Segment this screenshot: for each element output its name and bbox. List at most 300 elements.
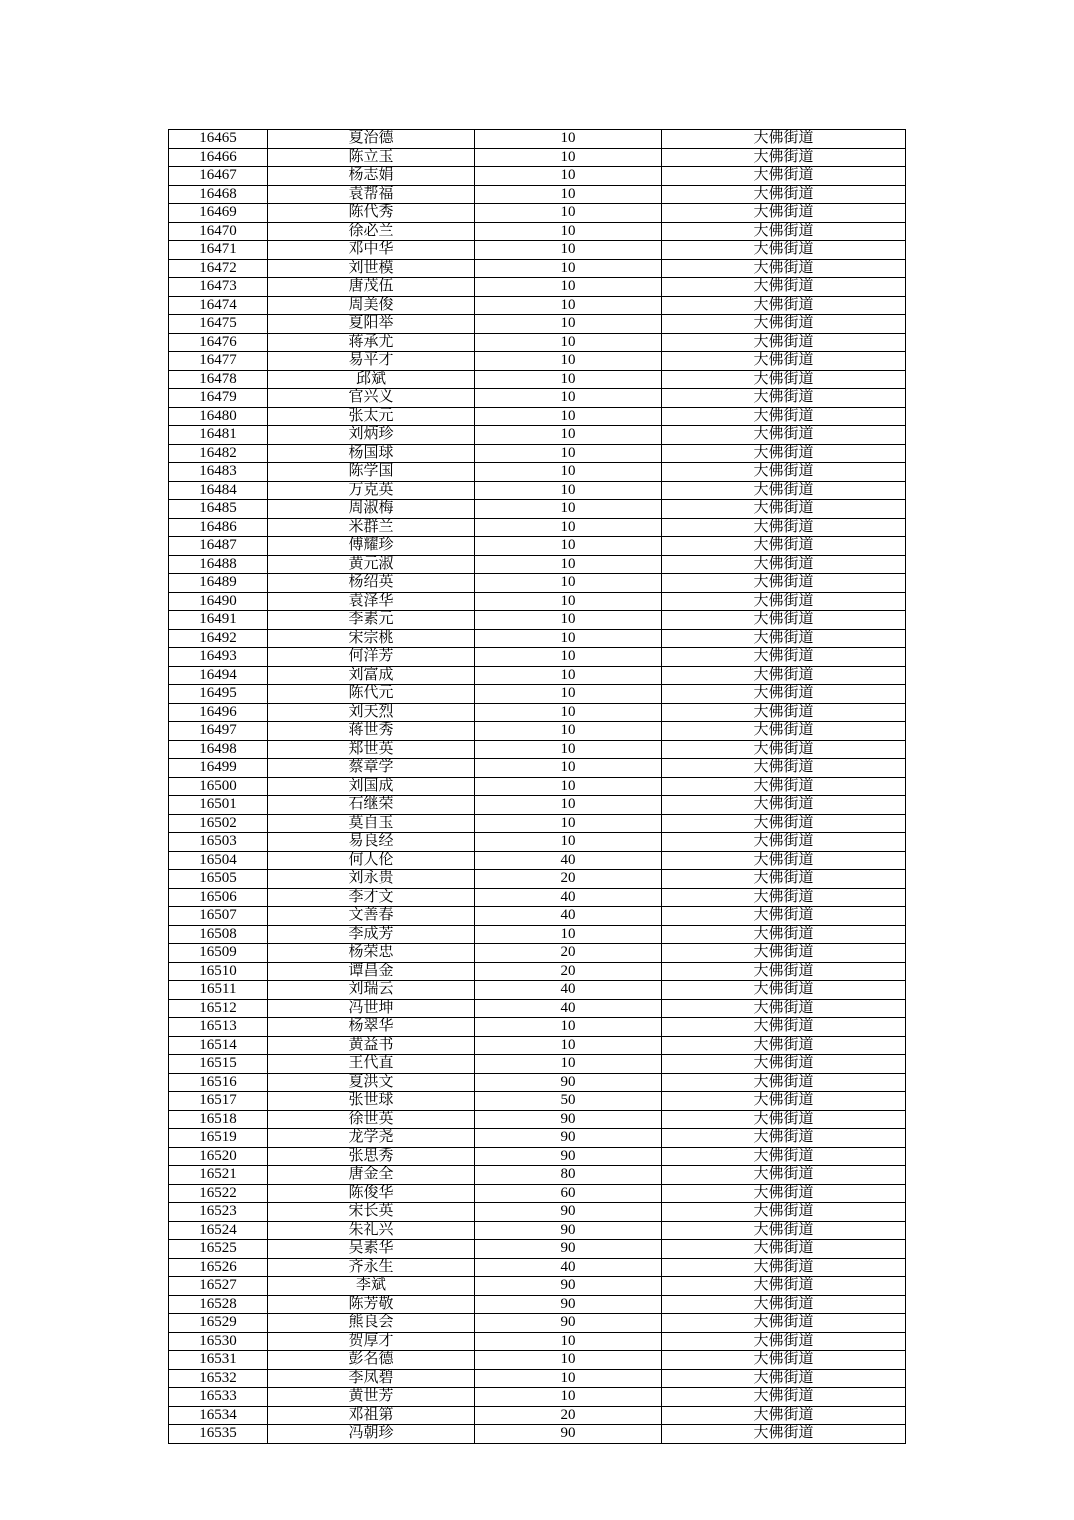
table-row xyxy=(169,463,906,482)
area-cell: 大佛街道 xyxy=(662,278,906,297)
amount-cell: 10 xyxy=(475,185,662,204)
name-cell: 龙学尧 xyxy=(268,1129,475,1148)
area-cell: 大佛街道 xyxy=(662,1203,906,1222)
amount-cell: 50 xyxy=(475,1092,662,1111)
area-cell: 大佛街道 xyxy=(662,167,906,186)
amount-cell: 90 xyxy=(475,1110,662,1129)
area-cell: 大佛街道 xyxy=(662,444,906,463)
amount-cell: 10 xyxy=(475,130,662,149)
amount-cell: 90 xyxy=(475,1277,662,1296)
amount-cell: 10 xyxy=(475,796,662,815)
name-cell: 莫自玉 xyxy=(268,814,475,833)
table-row xyxy=(169,518,906,537)
name-cell: 何人伦 xyxy=(268,851,475,870)
name-cell: 吴素华 xyxy=(268,1240,475,1259)
name-cell: 黄益书 xyxy=(268,1036,475,1055)
amount-cell: 10 xyxy=(475,537,662,556)
name-cell: 唐茂伍 xyxy=(268,278,475,297)
table-row xyxy=(169,1388,906,1407)
amount-cell: 90 xyxy=(475,1221,662,1240)
area-cell: 大佛街道 xyxy=(662,907,906,926)
area-cell: 大佛街道 xyxy=(662,1332,906,1351)
row-number-cell: 16474 xyxy=(169,296,268,315)
row-number-cell: 16514 xyxy=(169,1036,268,1055)
name-cell: 李斌 xyxy=(268,1277,475,1296)
table-row xyxy=(169,537,906,556)
name-cell: 黄元淑 xyxy=(268,555,475,574)
name-cell: 刘富成 xyxy=(268,666,475,685)
name-cell: 杨志娟 xyxy=(268,167,475,186)
table-row xyxy=(169,1406,906,1425)
area-cell: 大佛街道 xyxy=(662,1036,906,1055)
name-cell: 杨荣忠 xyxy=(268,944,475,963)
table-row xyxy=(169,1018,906,1037)
row-number-cell: 16469 xyxy=(169,204,268,223)
area-cell: 大佛街道 xyxy=(662,629,906,648)
table-row xyxy=(169,259,906,278)
amount-cell: 10 xyxy=(475,296,662,315)
amount-cell: 10 xyxy=(475,629,662,648)
amount-cell: 10 xyxy=(475,278,662,297)
area-cell: 大佛街道 xyxy=(662,1295,906,1314)
row-number-cell: 16478 xyxy=(169,370,268,389)
area-cell: 大佛街道 xyxy=(662,222,906,241)
amount-cell: 10 xyxy=(475,740,662,759)
area-cell: 大佛街道 xyxy=(662,592,906,611)
area-cell: 大佛街道 xyxy=(662,1166,906,1185)
table-row xyxy=(169,241,906,260)
area-cell: 大佛街道 xyxy=(662,722,906,741)
amount-cell: 60 xyxy=(475,1184,662,1203)
table-row xyxy=(169,907,906,926)
table-row xyxy=(169,204,906,223)
row-number-cell: 16472 xyxy=(169,259,268,278)
name-cell: 周淑梅 xyxy=(268,500,475,519)
amount-cell: 10 xyxy=(475,833,662,852)
name-cell: 石继荣 xyxy=(268,796,475,815)
table-row xyxy=(169,1184,906,1203)
table-row xyxy=(169,389,906,408)
name-cell: 夏洪文 xyxy=(268,1073,475,1092)
table-row xyxy=(169,962,906,981)
area-cell: 大佛街道 xyxy=(662,999,906,1018)
area-cell: 大佛街道 xyxy=(662,1351,906,1370)
area-cell: 大佛街道 xyxy=(662,1277,906,1296)
row-number-cell: 16517 xyxy=(169,1092,268,1111)
row-number-cell: 16501 xyxy=(169,796,268,815)
row-number-cell: 16490 xyxy=(169,592,268,611)
area-cell: 大佛街道 xyxy=(662,1018,906,1037)
row-number-cell: 16498 xyxy=(169,740,268,759)
name-cell: 何洋芳 xyxy=(268,648,475,667)
row-number-cell: 16500 xyxy=(169,777,268,796)
row-number-cell: 16477 xyxy=(169,352,268,371)
row-number-cell: 16466 xyxy=(169,148,268,167)
name-cell: 蒋承尤 xyxy=(268,333,475,352)
table-row xyxy=(169,1166,906,1185)
name-cell: 官兴义 xyxy=(268,389,475,408)
row-number-cell: 16480 xyxy=(169,407,268,426)
row-number-cell: 16492 xyxy=(169,629,268,648)
table-row xyxy=(169,1073,906,1092)
table-row xyxy=(169,703,906,722)
name-cell: 唐金全 xyxy=(268,1166,475,1185)
amount-cell: 40 xyxy=(475,999,662,1018)
name-cell: 谭昌金 xyxy=(268,962,475,981)
table-row xyxy=(169,611,906,630)
amount-cell: 90 xyxy=(475,1295,662,1314)
amount-cell: 40 xyxy=(475,907,662,926)
name-cell: 邓中华 xyxy=(268,241,475,260)
table-row xyxy=(169,167,906,186)
table-row xyxy=(169,185,906,204)
row-number-cell: 16473 xyxy=(169,278,268,297)
area-cell: 大佛街道 xyxy=(662,185,906,204)
name-cell: 郑世英 xyxy=(268,740,475,759)
area-cell: 大佛街道 xyxy=(662,1369,906,1388)
area-cell: 大佛街道 xyxy=(662,500,906,519)
table-row xyxy=(169,1425,906,1444)
row-number-cell: 16509 xyxy=(169,944,268,963)
row-number-cell: 16512 xyxy=(169,999,268,1018)
area-cell: 大佛街道 xyxy=(662,518,906,537)
row-number-cell: 16503 xyxy=(169,833,268,852)
name-cell: 贺厚才 xyxy=(268,1332,475,1351)
name-cell: 黄世芳 xyxy=(268,1388,475,1407)
amount-cell: 10 xyxy=(475,1351,662,1370)
area-cell: 大佛街道 xyxy=(662,537,906,556)
amount-cell: 10 xyxy=(475,259,662,278)
row-number-cell: 16495 xyxy=(169,685,268,704)
amount-cell: 90 xyxy=(475,1129,662,1148)
amount-cell: 10 xyxy=(475,370,662,389)
name-cell: 朱礼兴 xyxy=(268,1221,475,1240)
amount-cell: 40 xyxy=(475,851,662,870)
amount-cell: 10 xyxy=(475,1055,662,1074)
amount-cell: 90 xyxy=(475,1073,662,1092)
name-cell: 袁泽华 xyxy=(268,592,475,611)
table-row xyxy=(169,278,906,297)
table-row xyxy=(169,740,906,759)
name-cell: 易平才 xyxy=(268,352,475,371)
amount-cell: 10 xyxy=(475,648,662,667)
area-cell: 大佛街道 xyxy=(662,1240,906,1259)
row-number-cell: 16518 xyxy=(169,1110,268,1129)
table-row xyxy=(169,296,906,315)
amount-cell: 10 xyxy=(475,611,662,630)
table-row xyxy=(169,148,906,167)
area-cell: 大佛街道 xyxy=(662,666,906,685)
roster-table-body xyxy=(169,130,906,1444)
name-cell: 袁帮福 xyxy=(268,185,475,204)
row-number-cell: 16494 xyxy=(169,666,268,685)
table-row xyxy=(169,1203,906,1222)
name-cell: 李成芳 xyxy=(268,925,475,944)
amount-cell: 10 xyxy=(475,1036,662,1055)
area-cell: 大佛街道 xyxy=(662,1314,906,1333)
table-row xyxy=(169,870,906,889)
amount-cell: 10 xyxy=(475,555,662,574)
row-number-cell: 16467 xyxy=(169,167,268,186)
name-cell: 刘永贵 xyxy=(268,870,475,889)
row-number-cell: 16527 xyxy=(169,1277,268,1296)
table-row xyxy=(169,1369,906,1388)
row-number-cell: 16526 xyxy=(169,1258,268,1277)
row-number-cell: 16476 xyxy=(169,333,268,352)
area-cell: 大佛街道 xyxy=(662,851,906,870)
name-cell: 周美俊 xyxy=(268,296,475,315)
row-number-cell: 16521 xyxy=(169,1166,268,1185)
row-number-cell: 16491 xyxy=(169,611,268,630)
area-cell: 大佛街道 xyxy=(662,259,906,278)
area-cell: 大佛街道 xyxy=(662,463,906,482)
area-cell: 大佛街道 xyxy=(662,759,906,778)
row-number-cell: 16525 xyxy=(169,1240,268,1259)
row-number-cell: 16504 xyxy=(169,851,268,870)
amount-cell: 10 xyxy=(475,204,662,223)
table-row xyxy=(169,352,906,371)
row-number-cell: 16510 xyxy=(169,962,268,981)
area-cell: 大佛街道 xyxy=(662,1184,906,1203)
name-cell: 杨国球 xyxy=(268,444,475,463)
row-number-cell: 16532 xyxy=(169,1369,268,1388)
table-row xyxy=(169,1036,906,1055)
name-cell: 宋长英 xyxy=(268,1203,475,1222)
row-number-cell: 16516 xyxy=(169,1073,268,1092)
name-cell: 彭名德 xyxy=(268,1351,475,1370)
area-cell: 大佛街道 xyxy=(662,555,906,574)
row-number-cell: 16508 xyxy=(169,925,268,944)
row-number-cell: 16499 xyxy=(169,759,268,778)
table-row xyxy=(169,592,906,611)
amount-cell: 20 xyxy=(475,870,662,889)
area-cell: 大佛街道 xyxy=(662,685,906,704)
row-number-cell: 16488 xyxy=(169,555,268,574)
row-number-cell: 16534 xyxy=(169,1406,268,1425)
amount-cell: 20 xyxy=(475,962,662,981)
row-number-cell: 16479 xyxy=(169,389,268,408)
area-cell: 大佛街道 xyxy=(662,740,906,759)
row-number-cell: 16519 xyxy=(169,1129,268,1148)
area-cell: 大佛街道 xyxy=(662,352,906,371)
name-cell: 陈代秀 xyxy=(268,204,475,223)
area-cell: 大佛街道 xyxy=(662,648,906,667)
amount-cell: 90 xyxy=(475,1425,662,1444)
area-cell: 大佛街道 xyxy=(662,1425,906,1444)
amount-cell: 10 xyxy=(475,333,662,352)
row-number-cell: 16520 xyxy=(169,1147,268,1166)
area-cell: 大佛街道 xyxy=(662,389,906,408)
amount-cell: 10 xyxy=(475,148,662,167)
name-cell: 宋宗桃 xyxy=(268,629,475,648)
table-row xyxy=(169,833,906,852)
row-number-cell: 16475 xyxy=(169,315,268,334)
table-row xyxy=(169,814,906,833)
table-row xyxy=(169,1221,906,1240)
table-row xyxy=(169,648,906,667)
amount-cell: 10 xyxy=(475,814,662,833)
table-row xyxy=(169,407,906,426)
area-cell: 大佛街道 xyxy=(662,148,906,167)
table-row xyxy=(169,1055,906,1074)
amount-cell: 90 xyxy=(475,1240,662,1259)
area-cell: 大佛街道 xyxy=(662,870,906,889)
row-number-cell: 16511 xyxy=(169,981,268,1000)
table-row xyxy=(169,1351,906,1370)
name-cell: 刘天烈 xyxy=(268,703,475,722)
table-row xyxy=(169,1258,906,1277)
table-row xyxy=(169,851,906,870)
amount-cell: 10 xyxy=(475,592,662,611)
amount-cell: 10 xyxy=(475,444,662,463)
area-cell: 大佛街道 xyxy=(662,981,906,1000)
amount-cell: 10 xyxy=(475,426,662,445)
amount-cell: 10 xyxy=(475,722,662,741)
amount-cell: 90 xyxy=(475,1147,662,1166)
name-cell: 邱斌 xyxy=(268,370,475,389)
name-cell: 夏治德 xyxy=(268,130,475,149)
amount-cell: 10 xyxy=(475,481,662,500)
table-row xyxy=(169,629,906,648)
amount-cell: 10 xyxy=(475,389,662,408)
row-number-cell: 16497 xyxy=(169,722,268,741)
table-row xyxy=(169,222,906,241)
area-cell: 大佛街道 xyxy=(662,370,906,389)
name-cell: 万克英 xyxy=(268,481,475,500)
row-number-cell: 16524 xyxy=(169,1221,268,1240)
row-number-cell: 16515 xyxy=(169,1055,268,1074)
table-row xyxy=(169,1129,906,1148)
table-row xyxy=(169,796,906,815)
amount-cell: 10 xyxy=(475,1388,662,1407)
amount-cell: 10 xyxy=(475,1332,662,1351)
area-cell: 大佛街道 xyxy=(662,296,906,315)
amount-cell: 10 xyxy=(475,352,662,371)
amount-cell: 10 xyxy=(475,463,662,482)
table-row xyxy=(169,722,906,741)
table-row xyxy=(169,1314,906,1333)
area-cell: 大佛街道 xyxy=(662,241,906,260)
name-cell: 傅耀珍 xyxy=(268,537,475,556)
row-number-cell: 16505 xyxy=(169,870,268,889)
name-cell: 杨翠华 xyxy=(268,1018,475,1037)
amount-cell: 10 xyxy=(475,666,662,685)
area-cell: 大佛街道 xyxy=(662,333,906,352)
area-cell: 大佛街道 xyxy=(662,777,906,796)
name-cell: 陈俊华 xyxy=(268,1184,475,1203)
area-cell: 大佛街道 xyxy=(662,574,906,593)
area-cell: 大佛街道 xyxy=(662,962,906,981)
area-cell: 大佛街道 xyxy=(662,833,906,852)
table-row xyxy=(169,315,906,334)
table-row xyxy=(169,981,906,1000)
row-number-cell: 16468 xyxy=(169,185,268,204)
amount-cell: 10 xyxy=(475,407,662,426)
area-cell: 大佛街道 xyxy=(662,130,906,149)
name-cell: 陈代元 xyxy=(268,685,475,704)
name-cell: 刘瑞云 xyxy=(268,981,475,1000)
table-row xyxy=(169,999,906,1018)
amount-cell: 10 xyxy=(475,500,662,519)
row-number-cell: 16531 xyxy=(169,1351,268,1370)
row-number-cell: 16486 xyxy=(169,518,268,537)
area-cell: 大佛街道 xyxy=(662,1406,906,1425)
name-cell: 蒋世秀 xyxy=(268,722,475,741)
amount-cell: 10 xyxy=(475,241,662,260)
table-row xyxy=(169,500,906,519)
table-row xyxy=(169,130,906,149)
row-number-cell: 16483 xyxy=(169,463,268,482)
row-number-cell: 16470 xyxy=(169,222,268,241)
name-cell: 冯朝珍 xyxy=(268,1425,475,1444)
area-cell: 大佛街道 xyxy=(662,703,906,722)
amount-cell: 90 xyxy=(475,1314,662,1333)
name-cell: 王代直 xyxy=(268,1055,475,1074)
row-number-cell: 16502 xyxy=(169,814,268,833)
area-cell: 大佛街道 xyxy=(662,611,906,630)
name-cell: 张思秀 xyxy=(268,1147,475,1166)
row-number-cell: 16507 xyxy=(169,907,268,926)
name-cell: 夏阳举 xyxy=(268,315,475,334)
area-cell: 大佛街道 xyxy=(662,888,906,907)
amount-cell: 10 xyxy=(475,703,662,722)
amount-cell: 10 xyxy=(475,574,662,593)
table-row xyxy=(169,1092,906,1111)
row-number-cell: 16481 xyxy=(169,426,268,445)
name-cell: 邓祖第 xyxy=(268,1406,475,1425)
name-cell: 熊良会 xyxy=(268,1314,475,1333)
name-cell: 刘国成 xyxy=(268,777,475,796)
amount-cell: 80 xyxy=(475,1166,662,1185)
row-number-cell: 16530 xyxy=(169,1332,268,1351)
area-cell: 大佛街道 xyxy=(662,1110,906,1129)
area-cell: 大佛街道 xyxy=(662,1073,906,1092)
amount-cell: 10 xyxy=(475,925,662,944)
row-number-cell: 16529 xyxy=(169,1314,268,1333)
area-cell: 大佛街道 xyxy=(662,1221,906,1240)
table-row xyxy=(169,1332,906,1351)
table-row xyxy=(169,777,906,796)
table-row xyxy=(169,759,906,778)
table-row xyxy=(169,555,906,574)
name-cell: 徐世英 xyxy=(268,1110,475,1129)
table-row xyxy=(169,666,906,685)
row-number-cell: 16533 xyxy=(169,1388,268,1407)
table-row xyxy=(169,1110,906,1129)
name-cell: 米群兰 xyxy=(268,518,475,537)
table-row xyxy=(169,1147,906,1166)
area-cell: 大佛街道 xyxy=(662,814,906,833)
area-cell: 大佛街道 xyxy=(662,925,906,944)
amount-cell: 90 xyxy=(475,1203,662,1222)
name-cell: 陈学国 xyxy=(268,463,475,482)
amount-cell: 10 xyxy=(475,759,662,778)
name-cell: 李才文 xyxy=(268,888,475,907)
name-cell: 刘炳珍 xyxy=(268,426,475,445)
area-cell: 大佛街道 xyxy=(662,944,906,963)
area-cell: 大佛街道 xyxy=(662,407,906,426)
amount-cell: 40 xyxy=(475,888,662,907)
amount-cell: 10 xyxy=(475,1369,662,1388)
name-cell: 陈立玉 xyxy=(268,148,475,167)
area-cell: 大佛街道 xyxy=(662,1258,906,1277)
row-number-cell: 16496 xyxy=(169,703,268,722)
row-number-cell: 16471 xyxy=(169,241,268,260)
row-number-cell: 16484 xyxy=(169,481,268,500)
name-cell: 徐必兰 xyxy=(268,222,475,241)
row-number-cell: 16522 xyxy=(169,1184,268,1203)
table-row xyxy=(169,444,906,463)
